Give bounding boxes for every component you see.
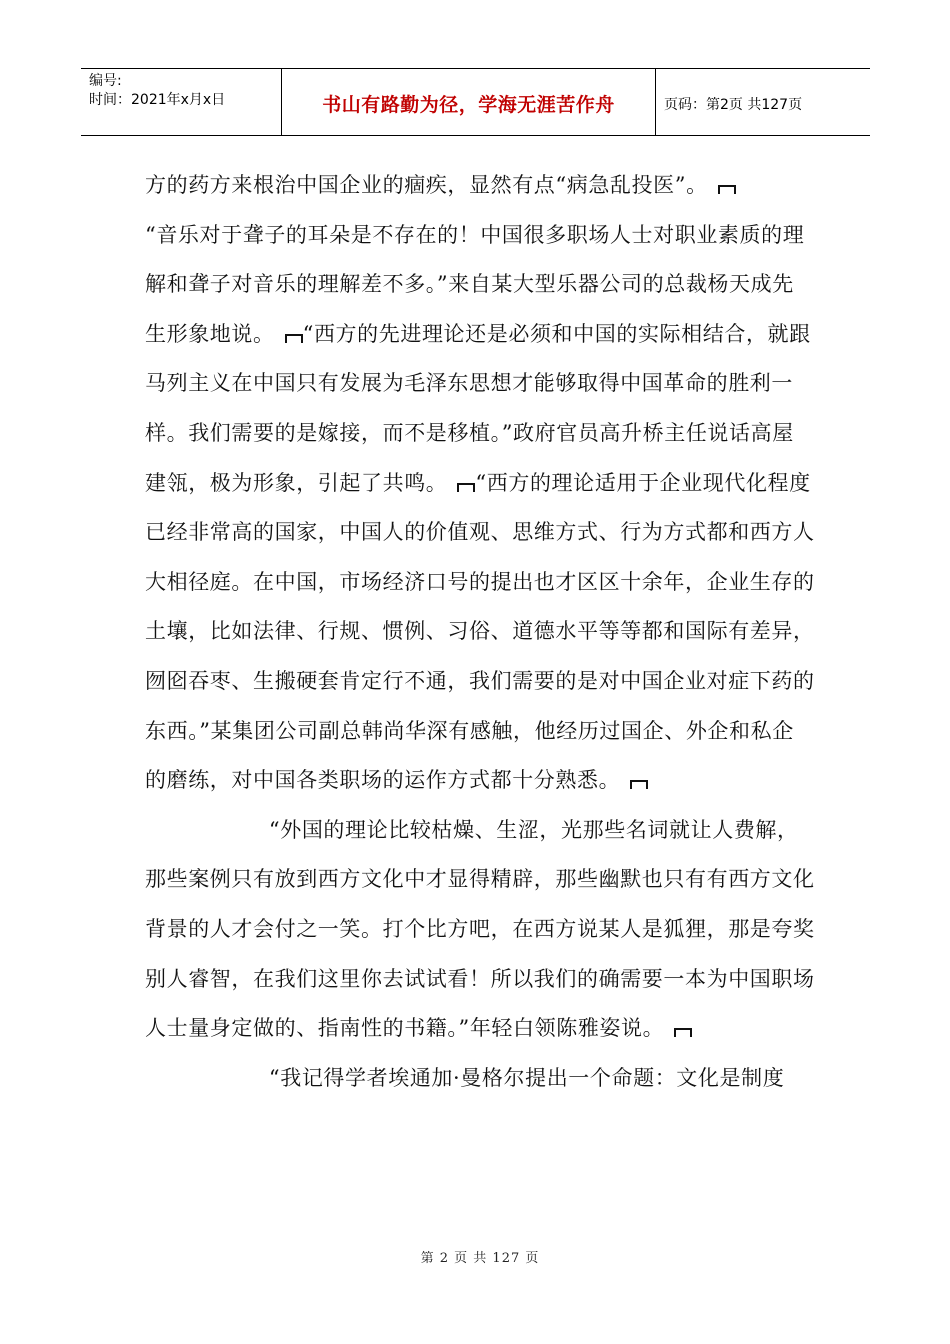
document-body (145, 161, 815, 1103)
body-paragraph (145, 1054, 815, 1104)
header-motto-cell (282, 69, 656, 135)
paragraph-mark-icon (285, 334, 303, 343)
body-paragraph (145, 161, 815, 211)
paragraph-mark-icon (718, 185, 736, 194)
paragraph-text: “我记得学者埃通加·曼格尔提出一个命题：文化是制度 (268, 1065, 785, 1090)
paragraph-text: “西方的理论适用于企业现代化程度已经非常高的国家，中国人的价值观、思维方式、行为方式都和西方人大相径庭。在中国，市场经济口号的提出也才区区十余年，企业生存的土壤，比如法律、行规、惯例、习俗、道德水平等等都和国际有差异，囫囵吞枣、生搬硬套肯定行不通，我们需要的是对中国企业对症下药的东西。”某集团公司副总韩尚华深有感触，他经历过国企、外企和私企的磨练，对中国各类职场的运作方式都十分熟悉。 (145, 470, 815, 793)
paragraph-mark-icon (457, 483, 475, 492)
header-motto: 书山有路勤为径，学海无涯苦作舟 (322, 94, 615, 116)
paragraph-text: “西方的先进理论还是必须和中国的实际相结合，就跟马列主义在中国只有发展为毛泽东思想才能够取得中国革命的胜利一样。我们需要的是嫁接，而不是移植。”政府官员高升桥主任说话高屋建瓴，极为形象，引起了共鸣。 (145, 321, 811, 495)
paragraph-mark-icon (674, 1028, 692, 1037)
body-paragraph (145, 806, 815, 1054)
header-meta (81, 69, 282, 135)
header-page-info: 页码：第2页 共127页 (664, 97, 803, 113)
page-header (81, 68, 870, 136)
paragraph-text: “外国的理论比较枯燥、生涩，光那些名词就让人费解，那些案例只有放到西方文化中才显得精辟，那些幽默也只有有西方文化背景的人才会付之一笑。打个比方吧，在西方说某人是狐狸，那是夸奖别人睿智，在我们这里你去试试看！所以我们的确需要一本为中国职场人士量身定做的、指南性的书籍。”年轻白领陈雅姿说。 (145, 817, 815, 1041)
paragraph-text: “音乐对于聋子的耳朵是不存在的！中国很多职场人士对职业素质的理解和聋子对音乐的理解差不多。”来自某大型乐器公司的总裁杨天成先生形象地说。 (145, 222, 805, 346)
paragraph-mark-icon (630, 780, 648, 789)
document-number-label: 编号: (89, 73, 122, 89)
paragraph-text: 方的药方来根治中国企业的痼疾，显然有点“病急乱投医”。 (145, 173, 708, 197)
document-date: 时间：2021年x月x日 (89, 92, 226, 108)
page-footer: 第 2 页 共 127 页 (420, 1251, 540, 1266)
body-paragraph (145, 211, 815, 806)
